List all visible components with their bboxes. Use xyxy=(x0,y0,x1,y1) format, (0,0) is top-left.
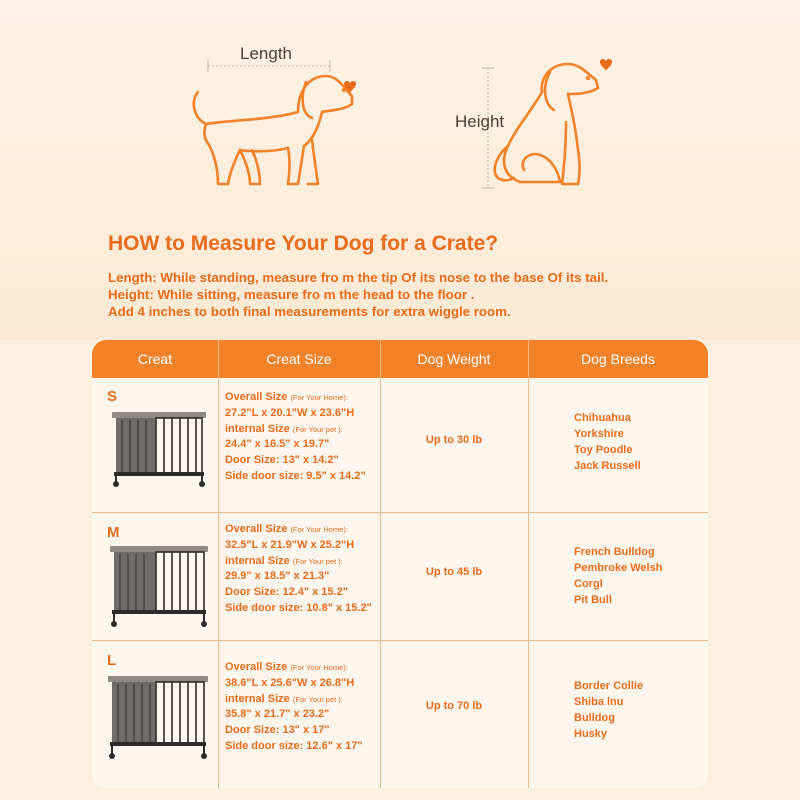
crate-image-medium xyxy=(104,540,214,630)
header-creat: Creat xyxy=(137,351,173,367)
instruction-length: Length: While standing, measure fro m the tip Of its nose to the base Of its tail. xyxy=(108,270,609,285)
row-divider xyxy=(92,512,708,513)
breed-list xyxy=(574,410,641,474)
crate-spec: Overall Size (For Your Home): 38.6"L x 25.6"W x 26.8"H internal Size (For Your pet ): 35.8" x 21.7" x 23.2" Door Size: 13" x 17" Side door size: 12.6" x 17" xyxy=(225,661,363,752)
crate-spec: Overall Size (For Your Home): 27.2"L x 20.1"W x 23.6"H internal Size (For Your pet ): 24.4" x 16.5" x 19.7" Door Size: 13" x 14.2" Side door size: 9.5" x 14.2" xyxy=(225,391,366,482)
list-item: Yorkshire xyxy=(574,428,624,440)
list-item: French Bulldog xyxy=(574,546,655,558)
header-creat-size: Creat Size xyxy=(266,351,332,367)
column-divider xyxy=(380,340,381,788)
breed-list xyxy=(574,544,662,608)
crate-image-large xyxy=(102,670,214,762)
size-letter: L xyxy=(107,652,117,669)
table-header xyxy=(92,340,708,378)
instruction-wiggle-room: Add 4 inches to both final measurements for extra wiggle room. xyxy=(108,304,511,319)
list-item: Bulldog xyxy=(574,712,615,724)
dog-weight: Up to 70 lb xyxy=(425,700,483,712)
list-item: Toy Poodle xyxy=(574,444,633,456)
row-divider xyxy=(92,640,708,641)
crate-spec: Overall Size (For Your Home): 32.5"L x 21.9"W x 25.2"H internal Size (For Your pet ): 29.9" x 18.5" x 21.3" Door Size: 12.4" x 15.2" Side door size: 10.8" x 15.2" xyxy=(225,523,372,614)
list-item: Pembroke Welsh xyxy=(574,562,663,574)
size-letter: S xyxy=(107,388,118,405)
size-table xyxy=(92,340,708,788)
height-label: Height xyxy=(455,112,505,131)
column-divider xyxy=(528,340,529,788)
list-item: Shiba lnu xyxy=(574,696,624,708)
page-title: HOW to Measure Your Dog for a Crate? xyxy=(108,232,499,255)
list-item: Corgl xyxy=(574,578,603,590)
size-letter: M xyxy=(107,524,120,541)
column-divider xyxy=(218,340,219,788)
crate-image-small xyxy=(106,406,212,488)
header-dog-weight: Dog Weight xyxy=(417,351,491,367)
breed-list xyxy=(574,678,643,742)
list-item: Husky xyxy=(574,728,608,740)
header-dog-breeds: Dog Breeds xyxy=(581,351,655,367)
list-item: Pit Bull xyxy=(574,594,612,606)
dog-weight: Up to 30 lb xyxy=(425,434,483,446)
standing-dog-diagram xyxy=(180,40,370,200)
list-item: Chihuahua xyxy=(574,412,631,424)
heart-icon xyxy=(600,59,612,71)
length-label: Length xyxy=(240,44,292,63)
list-item: Jack Russell xyxy=(574,460,641,472)
list-item: Border Collie xyxy=(574,680,644,692)
instruction-height: Height: While sitting, measure fro m the head to the floor . xyxy=(108,287,475,302)
dog-weight: Up to 45 lb xyxy=(425,566,483,578)
